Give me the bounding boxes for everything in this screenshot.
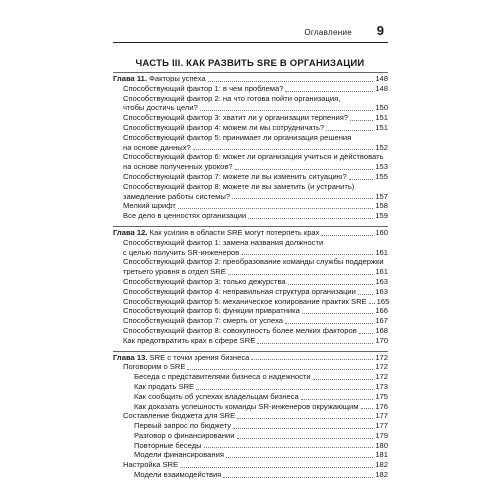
toc-entry-page: 180 <box>375 440 388 450</box>
toc-entry <box>113 470 388 480</box>
chapter-title <box>113 353 249 363</box>
toc-entry <box>113 450 388 460</box>
toc-entry-page: 165 <box>376 296 390 306</box>
toc-entry-line2 <box>123 267 388 277</box>
toc-entry-page: 175 <box>375 391 388 401</box>
toc-entry-page: 163 <box>375 286 388 296</box>
toc-entry <box>113 336 388 346</box>
toc-entry-page: 148 <box>375 83 388 93</box>
toc-entry <box>113 392 388 402</box>
chapter-page: 160 <box>375 227 388 237</box>
toc-entry-page: 182 <box>375 460 388 470</box>
dot-leader <box>187 369 373 370</box>
dot-leader <box>235 169 374 170</box>
dot-leader <box>241 254 373 255</box>
toc-entry-text: Как сообщить об успехах владельцам бизнеса <box>134 391 299 401</box>
toc-entry <box>113 182 388 202</box>
running-head-section: Оглавление <box>304 28 352 37</box>
toc-entry-page: 177 <box>375 421 388 431</box>
dot-leader <box>208 81 374 82</box>
table-of-contents <box>113 72 388 485</box>
toc-entry-text: Как предотвратить крах в сфере SRE <box>123 335 256 345</box>
toc-entry <box>113 211 388 221</box>
toc-entry-text: Поговорим о SRE <box>123 362 186 372</box>
dot-leader <box>257 343 373 344</box>
dot-leader <box>285 323 373 324</box>
toc-entry-text: на основе полученных уроков? <box>123 162 233 172</box>
toc-entry-line2 <box>123 143 388 153</box>
toc-entry-text: Способствующий фактор 7: можете ли вы изменить ситуацию? <box>123 171 347 181</box>
toc-entry-page: 163 <box>375 276 388 286</box>
toc-entry-page: 151 <box>375 113 388 123</box>
chapter-title-text: Факторы успеха <box>147 74 206 83</box>
toc-entry <box>113 201 388 211</box>
part-title: ЧАСТЬ III. КАК РАЗВИТЬ SRE В ОРГАНИЗАЦИИ <box>135 58 365 69</box>
chapter-heading <box>113 74 388 84</box>
toc-entry <box>113 382 388 392</box>
dot-leader <box>237 418 373 419</box>
toc-entry-line1: Способствующий фактор 5: принимает ли организация решения <box>123 132 352 142</box>
toc-entry-page: 176 <box>375 401 388 411</box>
toc-entry-page: 166 <box>375 306 388 316</box>
dot-leader <box>313 379 374 380</box>
toc-entry-text: Способствующий фактор 3: хватит ли у организации терпения? <box>123 113 349 123</box>
toc-entry <box>113 402 388 412</box>
toc-entry-page: 172 <box>375 372 388 382</box>
chapter-label: Глава 12. <box>113 227 148 237</box>
toc-entry-text: Способствующий фактор 7: смерть от успеха <box>123 316 284 326</box>
dot-leader <box>237 438 374 439</box>
toc-entry-text: Разговор о финансировании <box>134 430 235 440</box>
toc-entry-text: третьего уровня в отдел SRE <box>123 267 226 277</box>
dot-leader <box>228 274 373 275</box>
chapter-block <box>113 72 388 221</box>
toc-entry <box>113 94 388 114</box>
dot-leader <box>350 120 373 121</box>
dot-leader <box>200 110 374 111</box>
toc-entry-text: чтобы достичь цели? <box>123 103 198 113</box>
toc-entry-text: Способствующий фактор 5: механическое копирование практик SRE <box>123 296 367 306</box>
toc-entry-text: Способствующий фактор 1: в чем проблема? <box>123 83 284 93</box>
toc-entry <box>113 84 388 94</box>
toc-entry <box>113 123 388 133</box>
toc-entry-page: 182 <box>375 470 388 480</box>
toc-entry-page: 151 <box>375 122 388 132</box>
chapter-title-text: Как усилия в области SRE могут потерпеть крах <box>147 227 320 237</box>
toc-entry <box>113 113 388 123</box>
dot-leader <box>196 389 373 390</box>
toc-entry <box>113 316 388 326</box>
dot-leader <box>193 149 374 150</box>
toc-entry <box>113 172 388 182</box>
toc-entry-text: Способствующий фактор 6: функции привратника <box>123 306 300 316</box>
toc-entry-text: Как продать SRE <box>134 381 195 391</box>
dot-leader <box>204 447 374 448</box>
toc-entry <box>113 421 388 431</box>
toc-entry-text: на основе данных? <box>123 142 191 152</box>
toc-entry-page: 159 <box>375 211 388 221</box>
dot-leader <box>285 91 373 92</box>
toc-entry-page: 152 <box>375 142 388 152</box>
toc-entry-text: Повторные беседы <box>134 440 202 450</box>
toc-entry-page: 179 <box>375 430 388 440</box>
dot-leader <box>369 303 375 304</box>
dot-leader <box>251 359 373 360</box>
toc-entry-text: Настройка SRE <box>123 460 179 470</box>
toc-entry <box>113 411 388 421</box>
toc-entry-line1: Способствующий фактор 8: можете ли вы заметить (и устранить) <box>123 181 355 191</box>
dot-leader <box>361 408 374 409</box>
toc-entry-line1: Способствующий фактор 6: может ли организация учиться и действовать <box>123 152 384 162</box>
toc-entry-text: Мелкий шрифт <box>123 201 176 211</box>
chapter-label: Глава 11. <box>113 74 148 83</box>
toc-entry <box>113 257 388 277</box>
toc-entry-text: Составление бюджета для SRE <box>123 411 236 421</box>
toc-entry <box>113 372 388 382</box>
toc-entry-page: 181 <box>375 450 388 460</box>
dot-leader <box>326 130 373 131</box>
toc-entry <box>113 287 388 297</box>
dot-leader <box>232 198 373 199</box>
toc-entry-page: 155 <box>375 171 388 181</box>
chapter-block <box>113 351 388 480</box>
chapter-page: 148 <box>375 74 388 83</box>
dot-leader <box>288 284 374 285</box>
toc-entry-page: 161 <box>375 267 388 277</box>
toc-entry-text: Модели взаимодействия <box>134 470 222 480</box>
toc-entry-line2 <box>123 162 388 172</box>
toc-entry-line1: Способствующий фактор 2: преобразование команды службы поддержки <box>123 257 384 267</box>
toc-entry <box>113 297 388 307</box>
toc-entry-page: 168 <box>375 325 388 335</box>
toc-entry-line1: Способствующий фактор 2: на что готова пойти организация, <box>123 93 341 103</box>
toc-entry-page: 157 <box>375 191 388 201</box>
dot-leader <box>358 294 373 295</box>
toc-entry-text: Как доказать успешность команды SR-инженеров окружающим <box>134 401 359 411</box>
toc-entry-line1: Способствующий фактор 1: замена названия должности <box>123 237 324 247</box>
toc-entry-text: Способствующий фактор 8: совокупность более мелких факторов <box>123 325 357 335</box>
chapter-title <box>113 74 206 84</box>
toc-entry-page: 177 <box>375 411 388 421</box>
toc-entry <box>113 326 388 336</box>
toc-entry-page: 150 <box>375 103 388 113</box>
dot-leader <box>349 179 374 180</box>
dot-leader <box>226 457 373 458</box>
page-number: 9 <box>376 23 384 38</box>
toc-entry-text: Все дело в ценностях организации <box>123 211 247 221</box>
toc-entry-line2 <box>123 103 388 113</box>
toc-entry-text: замедление работы системы? <box>123 191 231 201</box>
toc-entry-line2 <box>123 248 388 258</box>
dot-leader <box>233 428 373 429</box>
toc-entry-page: 170 <box>375 335 388 345</box>
dot-leader <box>301 399 374 400</box>
running-head <box>113 24 388 43</box>
toc-entry <box>113 431 388 441</box>
toc-entry <box>113 133 388 153</box>
dot-leader <box>248 218 373 219</box>
toc-entry-text: Способствующий фактор 4: можем ли мы сотрудничать? <box>123 122 325 132</box>
dot-leader <box>302 313 373 314</box>
toc-entry <box>113 362 388 372</box>
toc-entry-page: 158 <box>375 201 388 211</box>
toc-entry-page: 167 <box>375 316 388 326</box>
toc-entry-text: с целью получить SR-инженеров <box>123 247 240 257</box>
toc-entry-page: 161 <box>375 247 388 257</box>
toc-entry-text: Способствующий фактор 4: неправильная структура организации <box>123 286 356 296</box>
dot-leader <box>223 477 373 478</box>
dot-leader <box>321 235 373 236</box>
chapter-heading <box>113 228 388 238</box>
toc-entry <box>113 306 388 316</box>
toc-entry-page: 173 <box>375 381 388 391</box>
toc-entry <box>113 277 388 287</box>
toc-entry <box>113 460 388 470</box>
chapter-page: 172 <box>375 352 388 362</box>
toc-entry-text: Беседа с представителями бизнеса о надежности <box>134 372 311 382</box>
chapter-block <box>113 226 388 346</box>
toc-entry-line2 <box>123 192 388 202</box>
toc-entry-text: Способствующий фактор 3: только дежурства <box>123 276 286 286</box>
chapter-title <box>113 228 319 238</box>
toc-entry <box>113 441 388 451</box>
dot-leader <box>178 208 373 209</box>
chapter-label: Глава 13. <box>113 352 148 362</box>
toc-entry-page: 172 <box>375 362 388 372</box>
toc-entry-text: Модели финансирования <box>134 450 224 460</box>
chapter-heading <box>113 353 388 363</box>
toc-entry-page: 153 <box>375 162 388 172</box>
dot-leader <box>359 333 374 334</box>
toc-entry <box>113 238 388 258</box>
dot-leader <box>180 467 373 468</box>
toc-entry <box>113 152 388 172</box>
toc-entry-text: Первый запрос по бюджету <box>134 421 232 431</box>
chapter-title-text: SRE с точки зрения бизнеса <box>147 352 250 362</box>
